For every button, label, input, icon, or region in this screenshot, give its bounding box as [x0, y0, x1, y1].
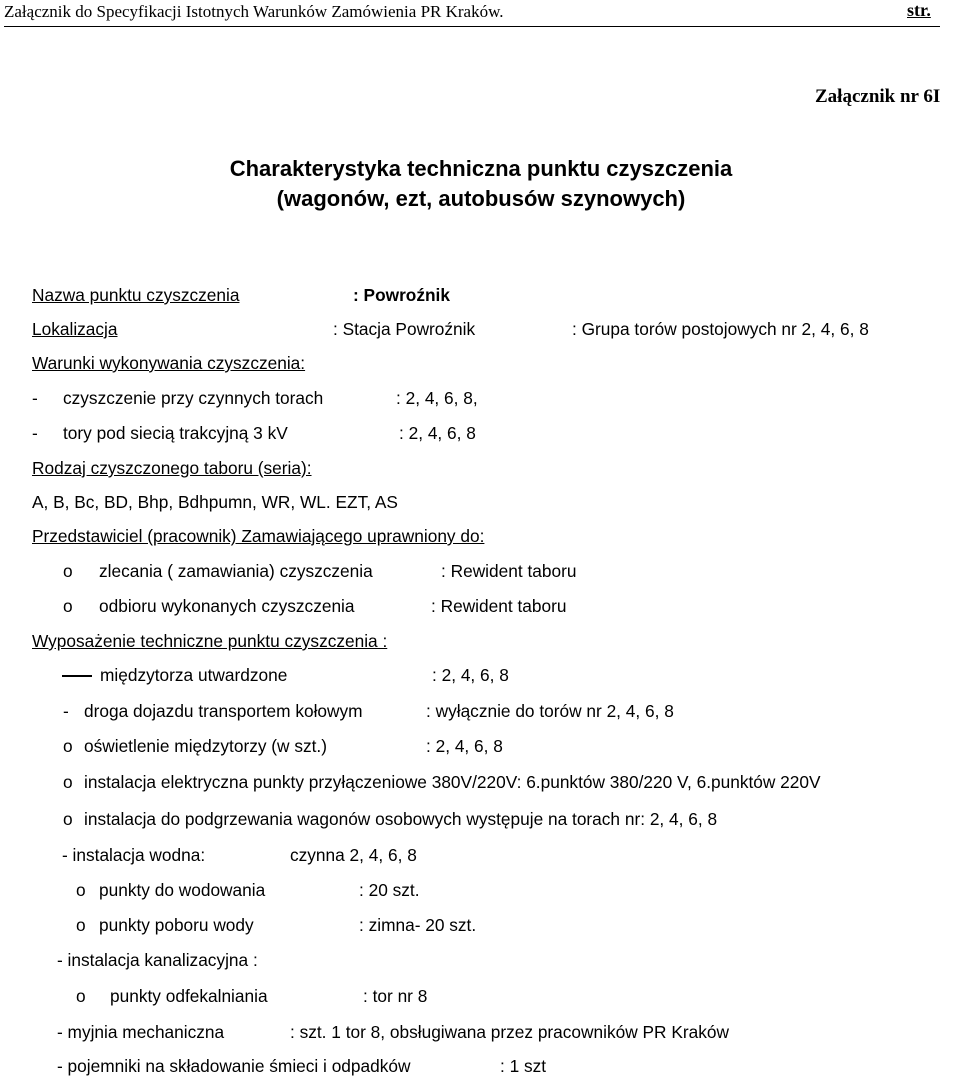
car-wash-value: : szt. 1 tor 8, obsługiwana przez pracowników PR Kraków [290, 1022, 729, 1042]
equipment-label-part: Wyposażenie techniczne punktu [32, 631, 285, 651]
rolling-stock-value: A, B, Bc, BD, Bhp, Bdhpumn, WR, WL. EZT, AS [32, 492, 398, 512]
condition-value: : 2, 4, 6, 8, [396, 388, 478, 408]
representative-item: zlecania ( zamawiania) czyszczenia [99, 561, 373, 581]
name-label: Nazwa punktu czyszczenia [32, 285, 240, 305]
equipment-label-part: czyszczenia : [284, 631, 388, 651]
equipment-item-value: : 2, 4, 6, 8 [432, 665, 509, 685]
equipment-item-text: instalacja elektryczna punkty przyłączeniowe 380V/220V: 6.punktów 380/220 V, 6.punktów 220V [84, 772, 821, 792]
condition-value: : 2, 4, 6, 8 [399, 423, 476, 443]
water-item-text: punkty do wodowania [99, 880, 266, 900]
equipment-label [32, 631, 387, 652]
bullet: o [63, 596, 73, 616]
header-text: Załącznik do Specyfikacji Istotnych Warunków Zamówienia PR Kraków. [4, 2, 504, 21]
water-installation-value: czynna 2, 4, 6, 8 [290, 845, 417, 865]
bullet: o [76, 880, 86, 900]
location-label: Lokalizacja [32, 319, 118, 339]
bullet: o [76, 915, 86, 935]
waste-bins-value: : 1 szt [500, 1056, 547, 1076]
representative-value: : Rewident taboru [431, 596, 567, 616]
document-subtitle: (wagonów, ezt, autobusów szynowych) [276, 186, 686, 211]
location-value: : Stacja Powroźnik [333, 319, 476, 339]
conditions-label: Warunki wykonywania czyszczenia: [32, 353, 306, 373]
bullet: o [63, 561, 73, 581]
condition-text: czyszczenie przy czynnych torach [63, 388, 324, 408]
water-item-text: punkty poboru wody [99, 915, 254, 935]
page-header [4, 2, 940, 27]
bullet: o [63, 772, 73, 792]
equipment-item-text: oświetlenie międzytorzy (w szt.) [84, 736, 327, 756]
water-item-value: : 20 szt. [359, 880, 420, 900]
representative-label: Przedstawiciel (pracownik) Zamawiającego uprawniony do: [32, 526, 485, 546]
equipment-item-value: : 2, 4, 6, 8 [426, 736, 503, 756]
condition-dash: - [32, 423, 38, 443]
condition-text: tory pod siecią trakcyjną 3 kV [63, 423, 288, 443]
name-value: : Powroźnik [353, 285, 450, 305]
representative-item: odbioru wykonanych czyszczenia [99, 596, 355, 616]
condition-dash: - [32, 388, 38, 408]
dash-marker [62, 675, 92, 677]
equipment-item-text: instalacja do podgrzewania wagonów osobowych występuje na torach nr: 2, 4, 6, 8 [84, 809, 718, 829]
bullet: o [63, 809, 73, 829]
equipment-item-value: : wyłącznie do torów nr 2, 4, 6, 8 [426, 701, 674, 721]
rolling-stock-label: Rodzaj czyszczonego taboru (seria): [32, 458, 312, 478]
page-number-label: str. [907, 0, 931, 20]
water-installation-label: - instalacja wodna: [62, 845, 206, 865]
annex-number: Załącznik nr 6I [815, 86, 941, 107]
equipment-item-text: droga dojazdu transportem kołowym [84, 701, 363, 721]
sewer-item-text: punkty odfekalniania [110, 986, 268, 1006]
bullet: o [76, 986, 86, 1006]
water-item-value: : zimna- 20 szt. [359, 915, 477, 935]
sewer-installation-label: - instalacja kanalizacyjna : [57, 950, 258, 970]
sewer-item-value: : tor nr 8 [363, 986, 428, 1006]
car-wash-label: - myjnia mechaniczna [57, 1022, 225, 1042]
equipment-item [62, 665, 287, 686]
waste-bins-label: - pojemniki na składowanie śmieci i odpadków [57, 1056, 411, 1076]
location-extra: : Grupa torów postojowych nr 2, 4, 6, 8 [572, 319, 869, 339]
bullet: o [63, 736, 73, 756]
equipment-item-text: międzytorza utwardzone [100, 665, 288, 685]
representative-value: : Rewident taboru [441, 561, 577, 581]
document-title: Charakterystyka techniczna punktu czyszczenia [229, 156, 733, 181]
dash-marker: - [63, 701, 69, 721]
